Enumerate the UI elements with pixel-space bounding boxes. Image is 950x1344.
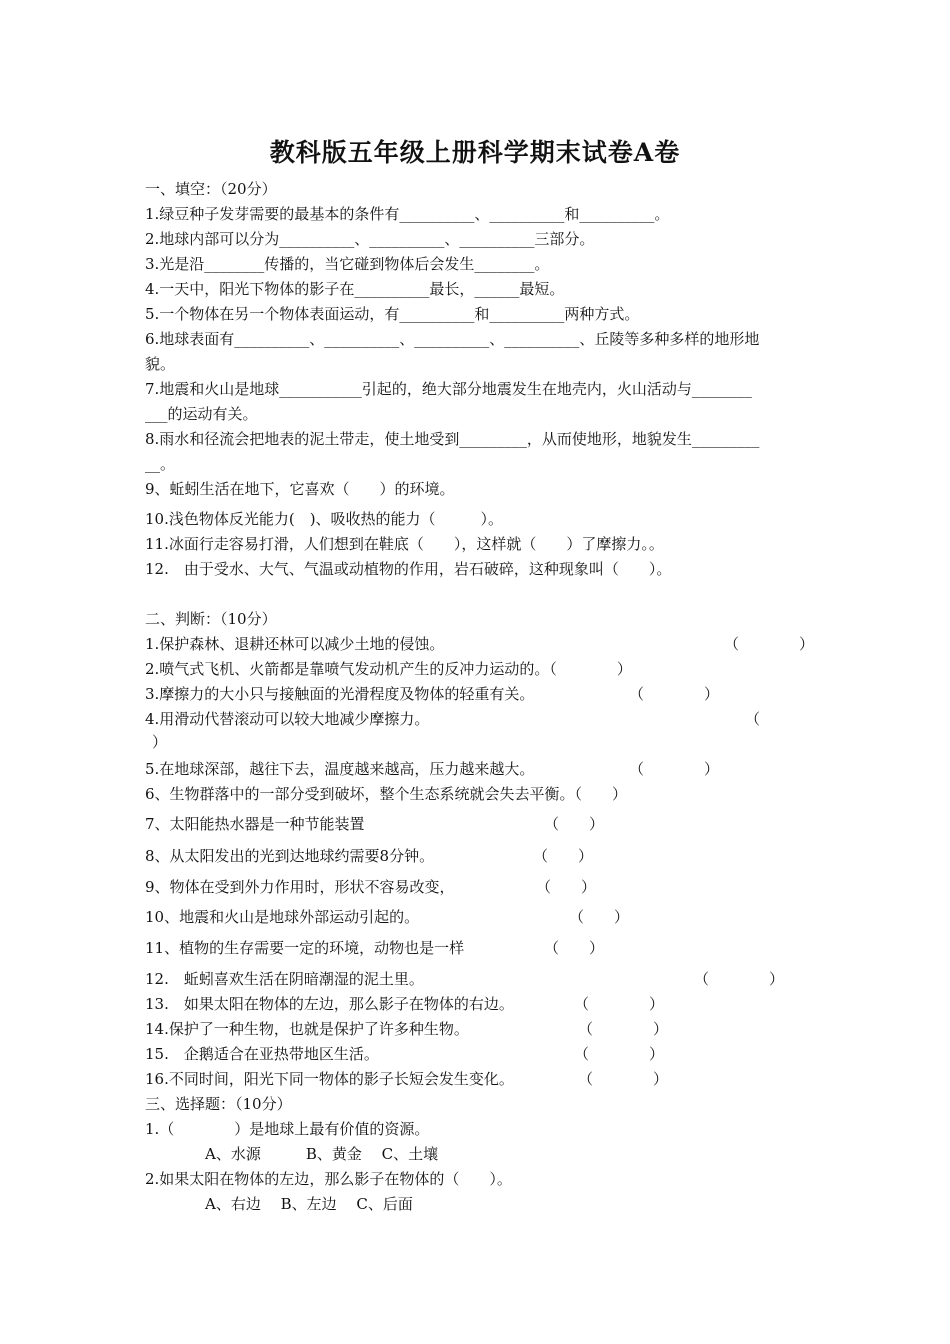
question-line: 5.一个物体在另一个物体表面运动，有__________和__________两种方式。 <box>145 305 640 323</box>
answer-bracket: （ ） <box>544 815 605 833</box>
answer-bracket: （ ） <box>533 847 594 865</box>
choice-question: 1.（ ）是地球上最有价值的资源。 <box>145 1120 430 1138</box>
question-line: 3.光是沿________传播的，当它碰到物体后会发生________。 <box>145 255 550 273</box>
answer-bracket: （ ） <box>694 970 785 988</box>
judge-line: 11、植物的生存需要一定的环境，动物也是一样 <box>145 939 465 957</box>
judge-line: 10、地震和火山是地球外部运动引起的。 <box>145 908 420 926</box>
answer-bracket: （ ） <box>574 1045 665 1063</box>
judge-line: 15. 企鹅适合在亚热带地区生活。 <box>145 1045 379 1063</box>
judge-line: 9、物体在受到外力作用时，形状不容易改变， <box>145 878 455 896</box>
question-line: 1.绿豆种子发芽需要的最基本的条件有__________、__________和__________。 <box>145 205 670 223</box>
choice-question: 2.如果太阳在物体的左边，那么影子在物体的（ ）。 <box>145 1170 512 1188</box>
question-line: 7.地震和火山是地球___________引起的，绝大部分地震发生在地壳内，火山活动与________ <box>145 380 752 398</box>
answer-bracket: （ ） <box>569 908 630 926</box>
question-line: 11.冰面行走容易打滑，人们想到在鞋底（ ），这样就（ ）了摩擦力。。 <box>145 535 664 553</box>
question-line: __。 <box>145 455 176 473</box>
answer-bracket: （ ） <box>574 995 665 1013</box>
section-1-heading: 一、填空：（20分） <box>145 180 277 198</box>
answer-bracket: （ ） <box>578 1070 669 1088</box>
answer-bracket: （ ） <box>578 1020 669 1038</box>
judge-line: 14.保护了一种生物，也就是保护了许多种生物。 <box>145 1020 469 1038</box>
question-line: 12. 由于受水、大气、气温或动植物的作用，岩石破碎，这种现象叫（ ）。 <box>145 560 672 578</box>
choice-options: A、右边 B、左边 C、后面 <box>145 1195 413 1213</box>
question-line: 6.地球表面有__________、__________、__________、__________、丘陵等多种多样的地形地 <box>145 330 760 348</box>
judge-line: 16.不同时间，阳光下同一物体的影子长短会发生变化。 <box>145 1070 514 1088</box>
judge-line: 1.保护森林、退耕还林可以减少土地的侵蚀。 <box>145 635 445 653</box>
question-line: 貌。 <box>145 355 176 373</box>
answer-bracket: （ ） <box>629 685 720 703</box>
answer-bracket: （ <box>745 710 761 728</box>
question-line: 10.浅色物体反光能力( )、吸收热的能力（ ）。 <box>145 510 504 528</box>
page-title: 教科版五年级上册科学期末试卷A卷 <box>269 138 681 167</box>
judge-line: 13. 如果太阳在物体的左边，那么影子在物体的右边。 <box>145 995 514 1013</box>
judge-line: 4.用滑动代替滚动可以较大地减少摩擦力。 <box>145 710 430 728</box>
judge-line: 7、太阳能热水器是一种节能装置 <box>145 815 365 833</box>
judge-line: 2.喷气式飞机、火箭都是靠喷气发动机产生的反冲力运动的。（ ） <box>145 660 632 678</box>
judge-line: 5.在地球深部，越往下去，温度越来越高，压力越来越大。 <box>145 760 535 778</box>
question-line: ___的运动有关。 <box>145 405 258 423</box>
answer-bracket: （ ） <box>724 635 815 653</box>
judge-line: 3.摩擦力的大小只与接触面的光滑程度及物体的轻重有关。 <box>145 685 535 703</box>
question-line: 8.雨水和径流会把地表的泥土带走，使土地受到_________，从而使地形，地貌发生_________ <box>145 430 760 448</box>
answer-bracket: （ ） <box>544 939 605 957</box>
question-line: 9、蚯蚓生活在地下，它喜欢（ ）的环境。 <box>145 480 455 498</box>
judge-line: 8、从太阳发出的光到达地球约需要8分钟。 <box>145 847 435 865</box>
question-line: 4.一天中，阳光下物体的影子在__________最长，______最短。 <box>145 280 565 298</box>
section-3-heading: 三、选择题：（10分） <box>145 1095 292 1113</box>
judge-line: 6、生物群落中的一部分受到破坏，整个生态系统就会失去平衡。（ ） <box>145 785 628 803</box>
question-line: 2.地球内部可以分为__________、__________、__________三部分。 <box>145 230 595 248</box>
section-2-heading: 二、判断：（10分） <box>145 610 277 628</box>
judge-line: 12. 蚯蚓喜欢生活在阴暗潮湿的泥土里。 <box>145 970 424 988</box>
answer-bracket: （ ） <box>629 760 720 778</box>
judge-line: ） <box>152 733 168 751</box>
choice-options: A、水源 B、黄金 C、土壤 <box>145 1145 439 1163</box>
answer-bracket: （ ） <box>536 878 597 896</box>
